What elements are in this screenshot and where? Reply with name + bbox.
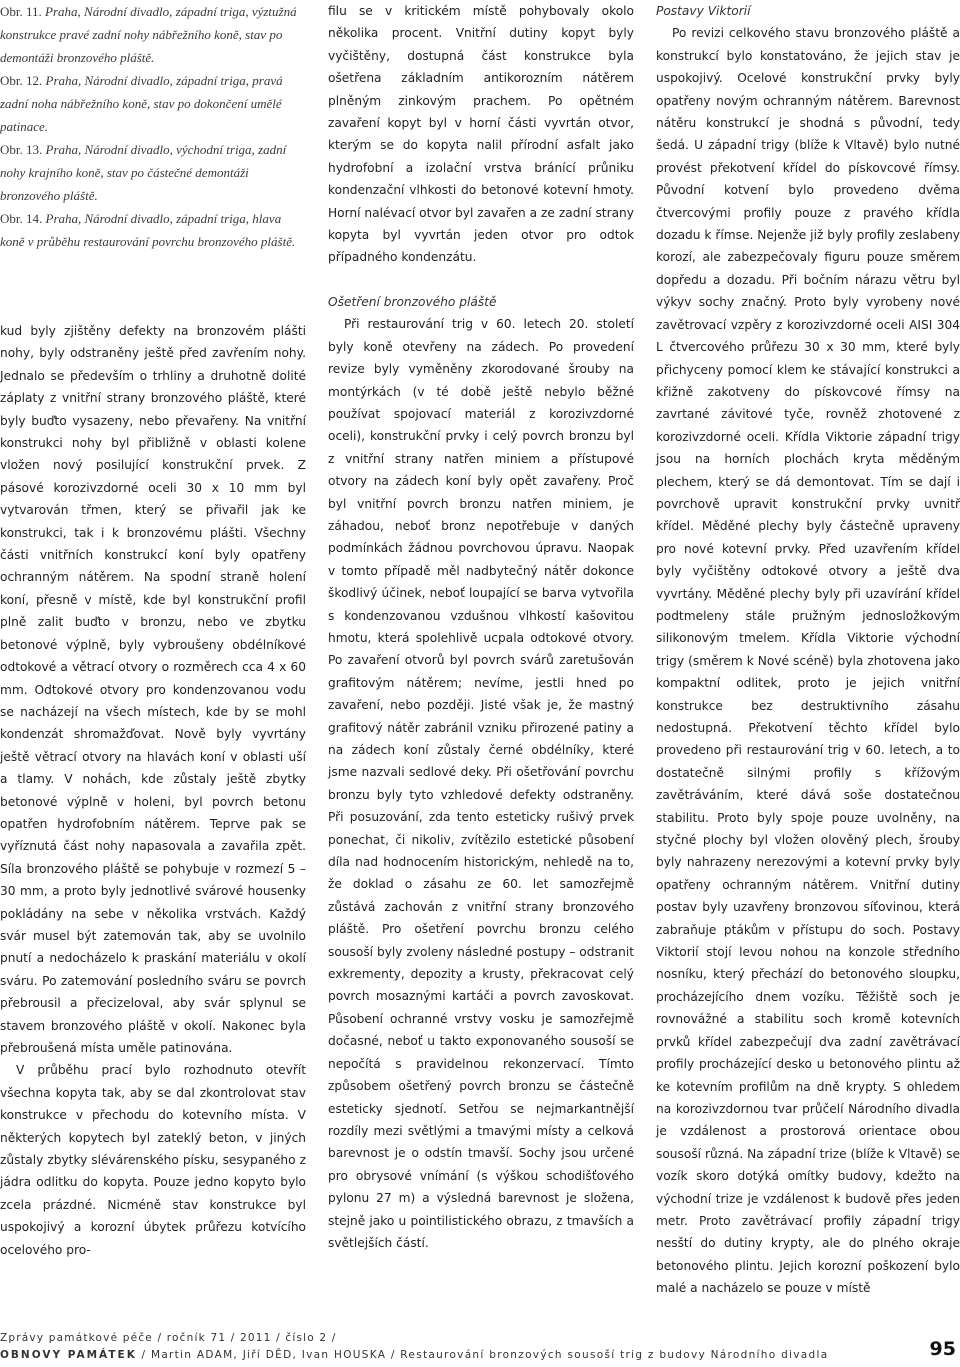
article-text-col1 (0, 320, 306, 1261)
figure-number: Obr. 11. (0, 4, 42, 19)
figure-captions (0, 0, 306, 253)
page-number: 95 (929, 1338, 956, 1360)
paragraph: Při restaurování trig v 60. letech 20. století byly koně otevřeny na zádech. Po provedení revize byly vyměněny zkorodované šrouby na montýrkách (v té době ještě nebylo běžné používat spojovací materiál z korozivzdorné oceli), konstrukční prvky i celý povrch bronzu byl z vnitřní strany natřen miniem a přístupové otvory na zádech koní byly opět zavařeny. Proč byl vnitřní povrch bronzu natřen miniem, je záhadou, neboť bronz nepotřebuje v daných podmínkách žádnou povrchovou úpravu. Naopak v tomto případě měl nadbytečný nátěr dokonce škodlivý účinek, neboť loupající se barva vytvořila s kondenzovanou vzdušnou vlhkostí kašovitou hmotu, která spolehlivě ucpala odtokové otvory. Po zavaření otvorů byl povrch svárů zaretušován grafitovým nátěrem; nevíme, jestli hned po zavaření, nebo později. Jisté však je, že mastný grafitový nátěr zabránil vzniku přirozené patiny a na zádech koní zůstaly černé obdélníky, které jsme nazvali sedlové deky. Při ošetřování povrchu bronzu byly tyto vzhledové defekty odstraněny. Při posuzování, zda tento esteticky rušivý prvek ponechat, či nikoliv, zvítězilo estetické působení díla nad hodnocením historickým, nehledě na to, že doklad o zásahu ze 60. let samozřejmě zůstává zachován z vnitřní strany bronzového pláště. Pro ošetření povrchu bronzu celého sousoší byly zvoleny následné postupy – odstranit exkrementy, depozity a krusty, překracovat celý povrch mosaznými kartáči a povrch zavoskovat. Působení ochranné vrstvy vosku je samozřejmě dočasné, neboť u takto exponovaného sousoší se nepočítá s pravidelnou rekonzervací. Tímto způsobem ošetřený povrch bronzu se částečně esteticky sjednotí. Setřou se nejmarkantnější rozdíly mezi světlými a tmavými místy a celková barevnost je o odstín tmavší. Sochy jsou určené pro obrysové vnímání (s výškou schodišťového pylonu 27 m) a výsledná barevnost je složena, stejně jako u pointilistického obrazu, z tmavších a světlejších částí. (328, 317, 634, 1250)
figure-caption (0, 207, 306, 253)
spacer (328, 269, 634, 291)
figure-caption (0, 138, 306, 207)
paragraph: kud byly zjištěny defekty na bronzovém plášti nohy, byly odstraněny ještě před zavřením nohy. Jednalo se především o trhliny a druhotně dolité záplaty z vnitřní strany bronzového pláště, které byly buďto vysazeny, nebo převařeny. Na vnitřní konstrukci nohy byl přibližně v oblasti kolene vložen nový posilující konstrukční prvek. Z pásové korozivzdorné oceli 30 x 10 mm byl vytvarován třmen, který se přivařil jak ke konstrukci, tak i k bronzovému plášti. Všechny části vnitřních konstrukcí koní byly opatřeny ochranným nátěrem. Na spodní straně holení koní, přesně v místě, kde byl konstrukční profil plně zalit buďto v bronzu, nebo ve zbytku betonové výplně, byly vybroušeny obdélníkové odtokové a větrací otvory o rozměrech cca 4 x 60 mm. Odtokové otvory pro kondenzovanou vodu se nacházejí na všech místech, kde by se mohl kondenzát shromažďovat. Nově byly vyvrtány ještě větrací otvory na hlavách koní v oblasti uší a tlamy. V nohách, kde zůstaly ještě zbytky betonové výplně v holeni, byl povrch betonu opatřen hydrofobním nátěrem. Teprve pak se vyříznutá část nohy napasovala a zavařila zpět. Síla bronzového pláště se pohybuje v rozmezí 5 – 30 mm, a proto byly jednotlivé svárové housenky pokládány na sebe v několika vrstvách. Každý svár musel být zatemován tak, aby se uvolnilo pnutí a nedocházelo k praskání materiálu v okolí sváru. Po zatemování posledního sváru se povrch přebrousil a přecizeloval, aby svár splynul se stavem bronzového pláště v okolí. Nakonec byla přebroušená místa uměle patinována. (0, 324, 306, 1055)
figure-caption (0, 0, 306, 69)
figure-caption-text: Praha, Národní divadlo, východní triga, zadní nohy krajního koně, stav po částečné demontáži bronzového pláště. (0, 142, 287, 203)
paragraph: V průběhu prací bylo rozhodnuto otevřít všechna kopyta tak, aby se dal zkontrolovat stav konstrukce v přechodu do kotevního místa. V některých kopytech byl zateklý beton, v jiných zůstaly zbytky slévárenského písku, sesypaného z jádra odlitku do kopyta. Pouze jedno kopyto bylo zcela prázdné. Nicméně stav konstrukce byl uspokojivý a korozní úbytek průřezu kotvícího ocelového pro- (0, 1063, 306, 1257)
column-right (656, 0, 960, 1300)
figure-number: Obr. 12. (0, 73, 43, 88)
figure-number: Obr. 14. (0, 211, 43, 226)
figure-caption (0, 69, 306, 138)
figure-caption-text: Praha, Národní divadlo, západní triga, pravá zadní noha nábřežního koně, stav po dokončení umělé patinace. (0, 73, 283, 134)
figure-number: Obr. 13. (0, 142, 43, 157)
figure-caption-text: Praha, Národní divadlo, západní triga, hlava koně v průběhu restaurování povrchu bronzového pláště. (0, 211, 296, 249)
authors-title: / Martin ADAM, Jiří DĚD, Ivan HOUSKA / Restaurování bronzových sousoší trig z budovy Národního divadla (141, 1349, 829, 1361)
section-heading: Postavy Viktorií (656, 4, 751, 18)
journal-info: Zprávy památkové péče / ročník 71 / 2011 / číslo 2 / (0, 1332, 337, 1344)
paragraph: filu se v kritickém místě pohybovaly okolo několika procent. Vnitřní dutiny kopyt byly vyčištěny, dostupná část konstrukce byla ošetřena základním antikorozním nátěrem plněným zinkovým prachem. Po opětném zavaření kopyt byl v horní části vyvrtán otvor, kterým se do kopyta nalil přírodní asfalt jako hydrofobní a izolační vrstva bránící průniku kondenzační vlhkosti do betonové kotevní hmoty. Horní nalévací otvor byl zavařen a ze zadní strany kopyta byl vyvrtán jeden otvor pro odtok případného kondenzátu. (328, 4, 634, 265)
column-middle (328, 0, 634, 1254)
section-brand: OBNOVY PAMÁTEK (0, 1349, 137, 1361)
article-info (0, 1349, 900, 1361)
paragraph: Po revizi celkového stavu bronzového pláště a konstrukcí bylo konstatováno, že jejich stav je uspokojivý. Ocelové konstrukční prvky byly opatřeny novým ochranným nátěrem. Barevnost nátěru konstrukcí je shodná s původní, tedy šedá. U západní trigy (blíže k Vltavě) bylo nutné provést překotvení křídel do pískovcové římsy. Původní kotvení bylo provedeno dvěma čtvercovými profily pouze z pravého křídla dozadu k římse. Nejenže již byly profily zeslabeny korozí, ale zabezpečovaly figuru pouze směrem dopředu a dozadu. Při bočním nárazu větru byl výkyv sochy značný. Proto byly vyrobeny nové zavětrovací vzpěry z korozivzdorné oceli AISI 304 L čtvercového průřezu 30 x 30 mm, které byly přichyceny pomocí klem ke stávající konstrukci a křižně zakotveny do pískovcové římsy na zavrtané závitové tyče, rovněž zhotovené z korozivzdorné oceli. Křídla Viktorie západní trigy jsou na horních plochách kryta měděným plechem, který se dá demontovat. Tím se dají i povrchově upravit konstrukční prvky uvnitř křídel. Měděné plechy byly částečně upraveny pro nové kotevní prvky. Před uzavřením křídel byly vyčištěny odtokové otvory a ještě dva vyvrtány. Měděné plechy byly při uzavírání křídel podtmeleny stále pružným jednosložkovým silikonovým tmelem. Křídla Viktorie východní trigy (směrem k Nové scéně) byla zhotovena jako kompaktní odlitek, proto je jejich vnitřní konstrukce bez destruktivního zásahu nedostupná. Překotvení těchto křídel bylo provedeno při restaurování trig v 60. letech, a to dostatečně silnými profily s křížovým zavětráváním, které dává soše dostatečnou stabilitu. Proto byly spoje pouze uvolněny, na styčné plochy byl vložen olověný plech, šrouby byly nahrazeny nerezovými a kotevní prvky byly opatřeny ochranným nátěrem. Vnitřní dutiny postav byly uzavřeny bronzovou síťovinou, která zabraňuje ptákům v přístupu do soch. Postavy Viktorií stojí levou nohou na konzole středního nosníku, který přechází do betonového sloupku, procházejícího dnem vozíku. Těžiště soch je rovnovážné a stabilitu soch kromě kotevních prvků křídel zabezpečují dva zadní zavětrávací profily procházející desko u betonového plintu až ke kotevním profilům na dně krypty. S ohledem na korozivzdornou tvar průčelí Národního divadla je vzdálenost a prostorová orientace obou sousoší různá. Na západní trize (blíže k Vltavě) se vozík skoro dotýká omítky budovy, kdežto na východní trize je vzdálenost k budově přes jeden metr. Proto zavětrávací profily západní trigy nesští do dutiny krypty, ale do plného okraje betonového plintu. Jejich korozní poškození bylo malé a nacházelo se pouze v místě (656, 26, 960, 1296)
figure-caption-text: Praha, Národní divadlo, západní triga, výztužná konstrukce pravé zadní nohy nábřežního koně, stav po demontáži bronzového pláště. (0, 4, 297, 65)
section-heading: Ošetření bronzového pláště (328, 294, 497, 309)
page-footer (0, 1324, 960, 1367)
